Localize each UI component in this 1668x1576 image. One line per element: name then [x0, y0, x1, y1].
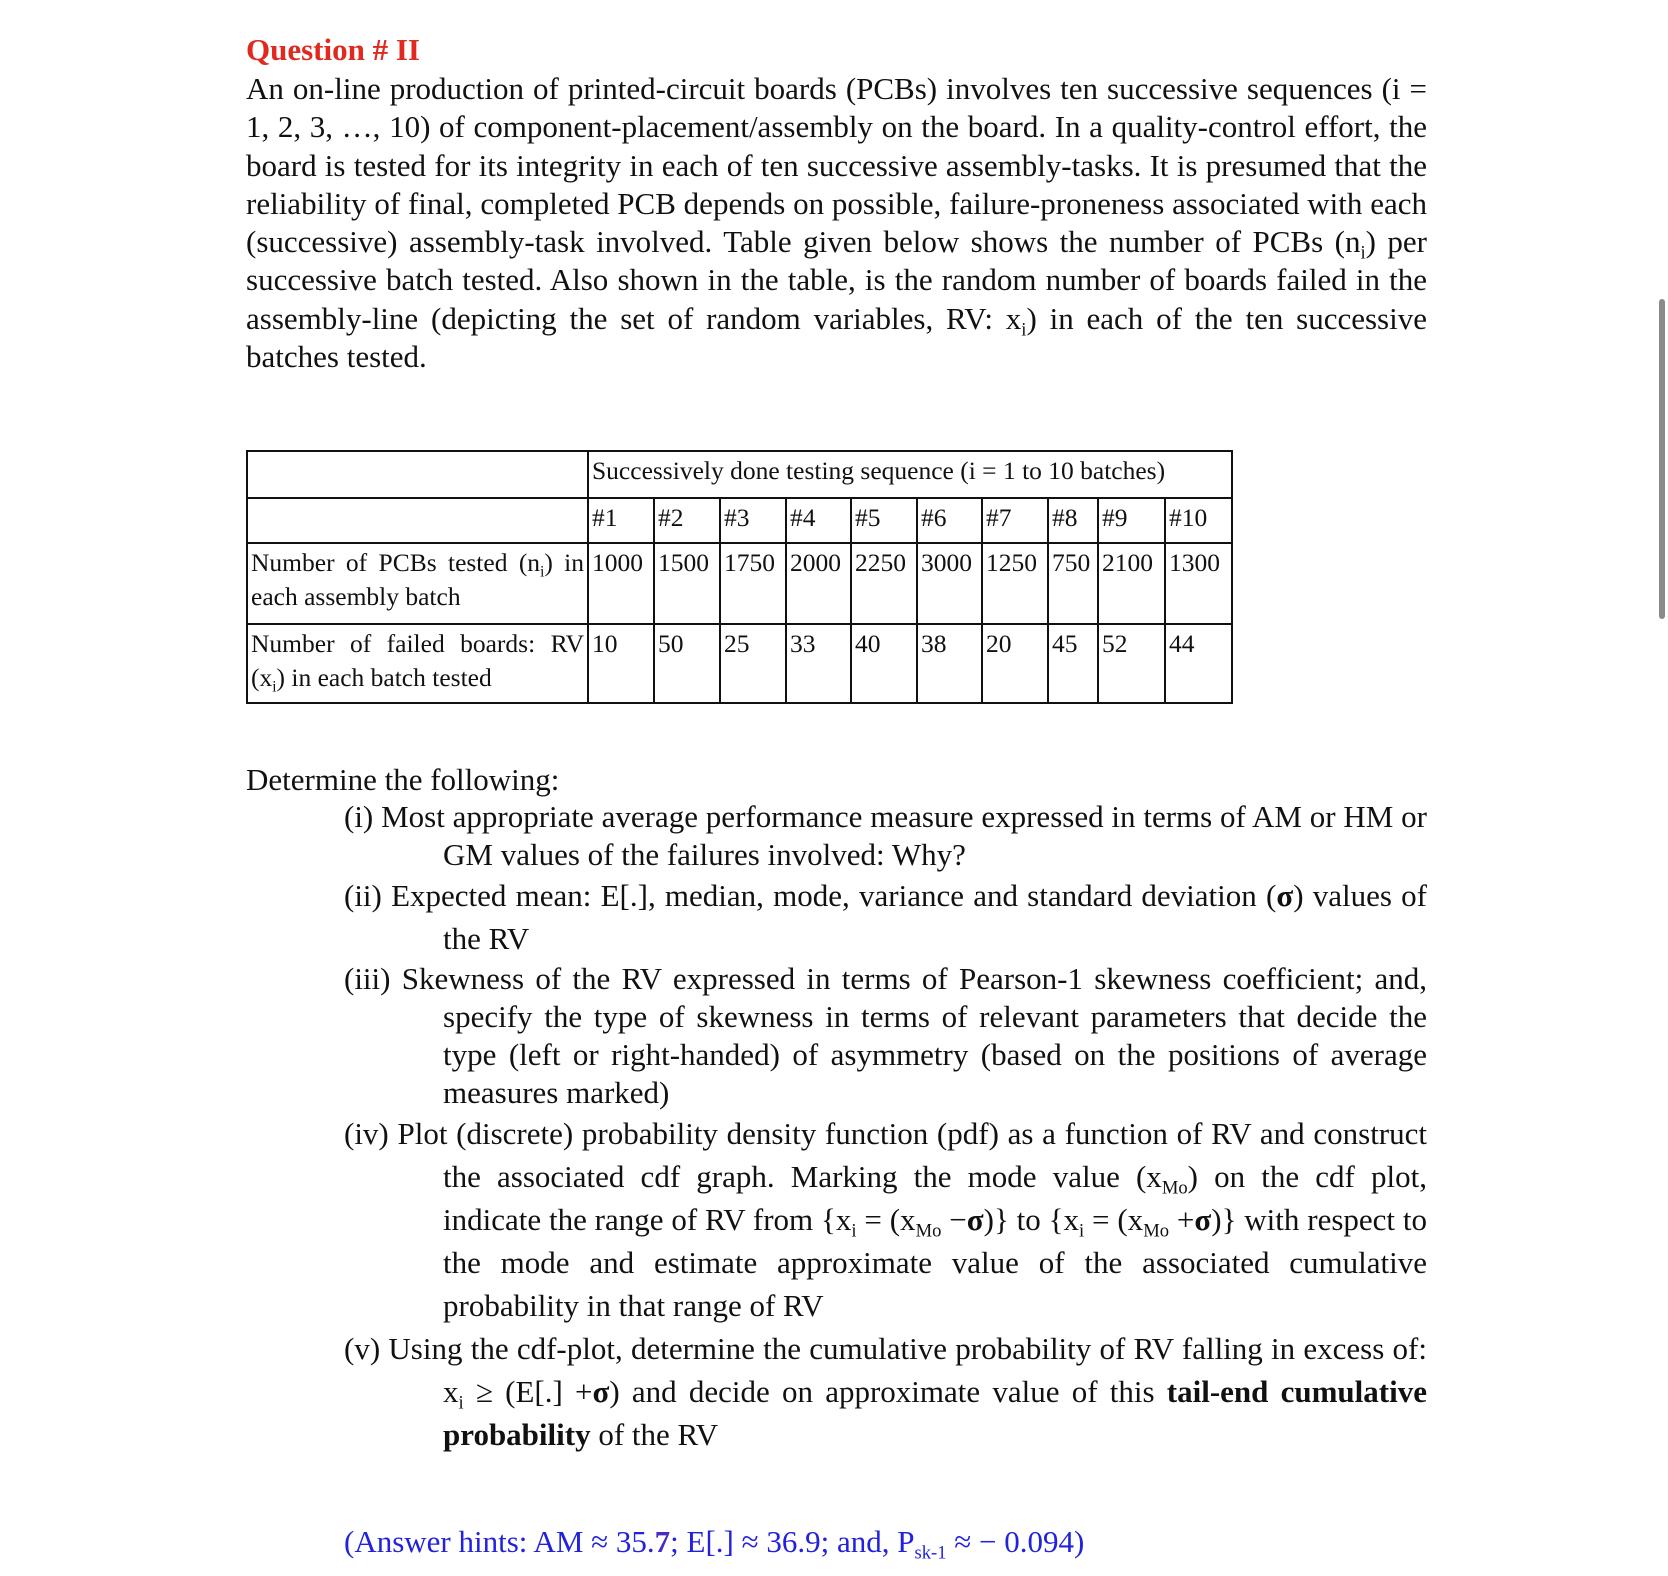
item-text: ) on the cdf plot, indicate the range of RV from {x — [443, 1159, 1427, 1237]
column-header: #9 — [1098, 498, 1165, 543]
item-text: = (x — [1084, 1202, 1144, 1237]
table-cell: 2250 — [851, 543, 917, 624]
subscript: i — [1079, 1220, 1085, 1242]
questions-section — [246, 762, 1427, 1562]
problem-statement — [246, 70, 1427, 376]
subscript: i — [540, 563, 545, 581]
item-i: (i) Most appropriate average performance measure expressed in terms of AM or HM or GM values of the failures involved: Why? — [344, 799, 1427, 872]
table-cell: 38 — [917, 624, 982, 703]
column-header: #3 — [720, 498, 786, 543]
intro-text: ) per successive batch tested. Also shown in the table, is the random number of boards failed in the assembly-line (depicting the set of random variables, RV: x — [246, 224, 1428, 336]
data-table — [246, 450, 1233, 704]
subscript: i — [1360, 242, 1366, 264]
item-iii: (iii) Skewness of the RV expressed in terms of Pearson-1 skewness coefficient; and, specify the type of skewness in terms of relevant parameters that decide the type (left or right-handed) of asymmetry (based on the positions of average measures marked) — [344, 961, 1427, 1110]
sigma-symbol: σ — [592, 1374, 610, 1409]
item-text: − — [941, 1202, 967, 1237]
table-cell: 2100 — [1098, 543, 1165, 624]
table-cell: 40 — [851, 624, 917, 703]
table-cell: 10 — [588, 624, 654, 703]
table-cell: 1000 — [588, 543, 654, 624]
hint-text: ; E[.] ≈ 36.9; and, P — [670, 1524, 915, 1559]
table-cell: 33 — [786, 624, 851, 703]
handwritten-digit: 7 — [654, 1524, 671, 1559]
column-header: #8 — [1048, 498, 1098, 543]
item-text: (ii) Expected mean: E[.], median, mode, variance and standard deviation ( — [344, 878, 1277, 913]
table-cell: 45 — [1048, 624, 1098, 703]
table-cell: 1500 — [654, 543, 720, 624]
column-header: #6 — [917, 498, 982, 543]
column-header: #5 — [851, 498, 917, 543]
sigma-symbol: σ — [1194, 1202, 1212, 1237]
column-header: #7 — [982, 498, 1048, 543]
table-cell: 750 — [1048, 543, 1098, 624]
label-text: Number of failed boards: RV (x — [251, 629, 584, 692]
question-title: Question # II — [246, 32, 420, 67]
sigma-symbol: σ — [1276, 878, 1294, 913]
item-text: = (x — [856, 1202, 916, 1237]
item-text: + — [1169, 1202, 1195, 1237]
item-text: )} with respect to the mode and estimate approximate value of the associated cumulative probability in that range of RV — [443, 1202, 1427, 1323]
subscript: i — [458, 1392, 464, 1414]
empty-cell — [247, 498, 588, 543]
label-text: ) in each batch tested — [276, 663, 492, 692]
subscript: i — [272, 678, 277, 696]
sigma-symbol: σ — [966, 1202, 984, 1237]
bold-text: tail-end cumulative probability — [443, 1374, 1427, 1452]
column-header: #4 — [786, 498, 851, 543]
scrollbar-thumb[interactable] — [1659, 299, 1665, 619]
table-row — [247, 624, 1232, 703]
hint-text: (Answer hints: AM ≈ 35. — [344, 1524, 655, 1559]
intro-text: ) in each of the ten successive batches tested. — [246, 300, 1427, 375]
table-header: Successively done testing sequence (i = 1 to 10 batches) — [588, 451, 1232, 498]
item-text: ) and decide on approximate value of this — [609, 1374, 1167, 1409]
item-text: ) values of the RV — [443, 878, 1427, 956]
table-cell: 2000 — [786, 543, 851, 624]
item-text: ≥ (E[.] + — [463, 1374, 593, 1409]
subscript: i — [1021, 319, 1027, 341]
item-text: (v) Using the cdf-plot, determine the cumulative probability of RV falling in excess of: x — [344, 1331, 1427, 1409]
column-header-row — [247, 498, 1232, 543]
column-header: #2 — [654, 498, 720, 543]
table-cell: 52 — [1098, 624, 1165, 703]
empty-cell — [247, 451, 588, 498]
table-cell: 50 — [654, 624, 720, 703]
label-text: ) in each assembly batch — [251, 548, 584, 611]
item-text: (iv) Plot (discrete) probability density function (pdf) as a function of RV and construct the associated cdf graph. Marking the mode value (x — [344, 1116, 1427, 1194]
label-text: Number of PCBs tested (n — [251, 548, 541, 577]
table-cell: 3000 — [917, 543, 982, 624]
item-v — [344, 1327, 1427, 1456]
table-cell: 1250 — [982, 543, 1048, 624]
item-iv — [344, 1112, 1427, 1327]
column-header: #1 — [588, 498, 654, 543]
table-cell: 1750 — [720, 543, 786, 624]
table-cell: 20 — [982, 624, 1048, 703]
table-cell: 25 — [720, 624, 786, 703]
subscript: Mo — [1143, 1220, 1170, 1242]
answer-hints — [344, 1522, 1427, 1562]
table-row — [247, 543, 1232, 624]
row-label — [247, 624, 588, 703]
row-label — [247, 543, 588, 624]
intro-text: An on-line production of printed-circuit boards (PCBs) involves ten successive sequences (i = 1, 2, 3, …, 10) of component-placement/assembly on the board. In a quality-control effort, the board is tested for its integrity in each of ten successive assembly-tasks. It is presumed that the reliability of final, completed PCB depends on possible, failure-proneness associated with each (successive) assembly-task involved. Table given below shows the number of PCBs (n — [246, 71, 1427, 260]
item-text: of the RV — [590, 1417, 719, 1452]
column-header: #10 — [1165, 498, 1232, 543]
subscript: Mo — [915, 1220, 942, 1242]
table-cell: 44 — [1165, 624, 1232, 703]
hint-text: ≈ − 0.094) — [946, 1524, 1085, 1559]
item-text: )} to {x — [983, 1202, 1080, 1237]
item-ii — [344, 874, 1427, 960]
subscript: i — [851, 1220, 857, 1242]
subscript: Mo — [1161, 1177, 1188, 1199]
determine-heading: Determine the following: — [246, 762, 560, 797]
table-cell: 1300 — [1165, 543, 1232, 624]
subscript: sk-1 — [914, 1542, 947, 1564]
